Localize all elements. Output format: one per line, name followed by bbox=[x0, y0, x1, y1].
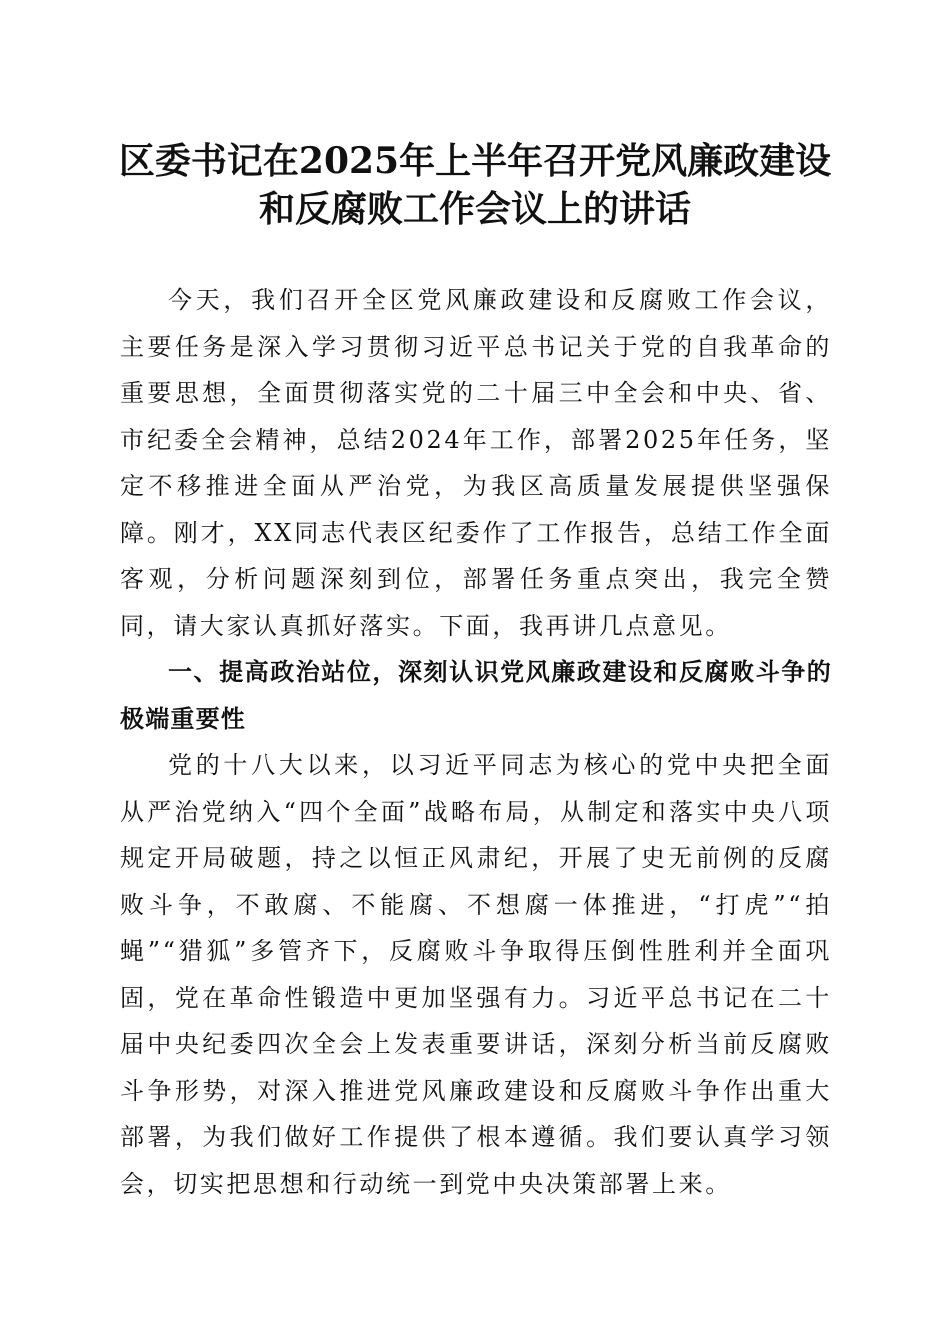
section-heading-1: 一、提高政治站位，深刻认识党风廉政建设和反腐败斗争的极端重要性 bbox=[120, 658, 832, 733]
document-body bbox=[120, 277, 832, 1207]
title-line-2: 和反腐败工作会议上的讲话 bbox=[258, 188, 691, 230]
document-title bbox=[0, 137, 950, 233]
paragraph-section-1: 党的十八大以来，以习近平同志为核心的党中央把全面从严治党纳入“四个全面”战略布局，从制定和落实中央八项规定开局破题，持之以恒正风肃纪，开展了史无前例的反腐败斗争，不敢腐、不能腐、不想腐一体推进，“打虎”“拍蝇”“猎狐”多管齐下，反腐败斗争取得压倒性胜利并全面巩固，党在革命性锻造中更加坚强有力。习近平总书记在二十届中央纪委四次全会上发表重要讲话，深刻分析当前反腐败斗争形势，对深入推进党风廉政建设和反腐败斗争作出重大部署，为我们做好工作提供了根本遵循。我们要认真学习领会，切实把思想和行动统一到党中央决策部署上来。 bbox=[120, 751, 832, 1198]
title-line-1: 区委书记在2025年上半年召开党风廉政建设 bbox=[118, 140, 832, 182]
paragraph-opening: 今天，我们召开全区党风廉政建设和反腐败工作会议，主要任务是深入学习贯彻习近平总书记关于党的自我革命的重要思想，全面贯彻落实党的二十届三中全会和中央、省、市纪委全会精神，总结2024年工作，部署2025年任务，坚定不移推进全面从严治党，为我区高质量发展提供坚强保障。刚才，XX同志代表区纪委作了工作报告，总结工作全面客观，分析问题深刻到位，部署任务重点突出，我完全赞同，请大家认真抓好落实。下面，我再讲几点意见。 bbox=[120, 286, 832, 640]
